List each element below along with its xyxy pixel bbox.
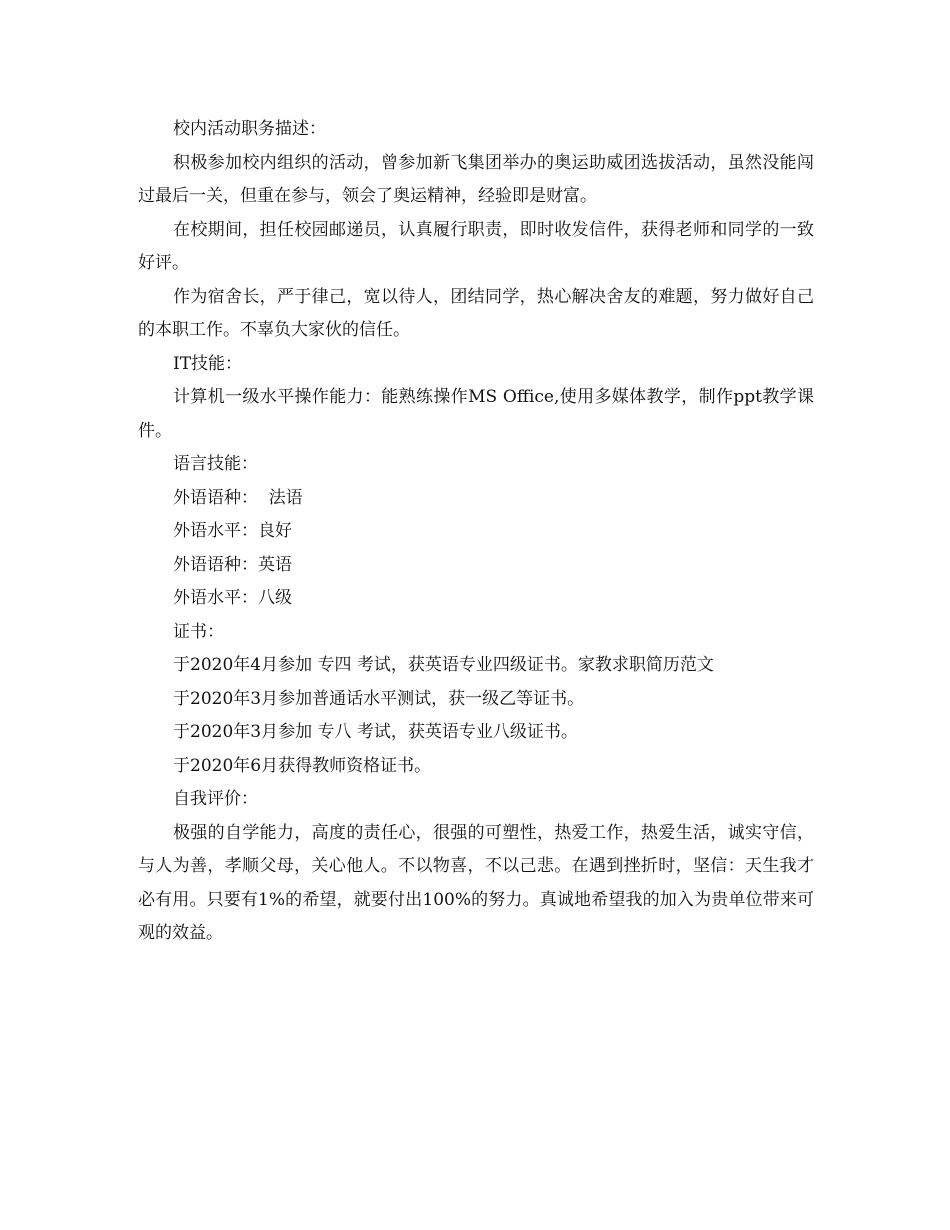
- section-heading-it-skills: IT技能：: [173, 353, 243, 374]
- certificate-item-1: 于2020年4月参加 专四 考试，获英语专业四级证书。家教求职简历范文: [173, 655, 714, 675]
- section-heading-language-skills: 语言技能：: [173, 454, 258, 474]
- certificate-item-3: 于2020年3月参加 专八 考试，获英语专业八级证书。: [173, 722, 578, 742]
- paragraph-dorm-leader: 作为宿舍长，严于律己，宽以待人，团结同学，热心解决舍友的难题，努力做好自己的本职工作。不辜负大家伙的信任。: [138, 286, 814, 340]
- paragraph-computer-skills: 计算机一级水平操作能力：能熟练操作MS Office,使用多媒体教学，制作ppt教学课件。: [138, 387, 814, 441]
- section-heading-campus-roles: 校内活动职务描述：: [173, 119, 326, 139]
- certificate-item-4: 于2020年6月获得教师资格证书。: [173, 755, 432, 776]
- language-item-1: 外语语种： 法语: [173, 487, 303, 508]
- certificate-item-2: 于2020年3月参加普通话水平测试，获一级乙等证书。: [173, 688, 585, 709]
- section-heading-self-evaluation: 自我评价：: [173, 789, 258, 809]
- language-item-2: 外语语种：英语: [173, 554, 292, 575]
- language-level-2: 外语水平：八级: [173, 588, 292, 608]
- language-level-1: 外语水平：良好: [173, 521, 292, 541]
- document-body: [138, 113, 814, 951]
- paragraph-campus-postman: 在校期间，担任校园邮递员，认真履行职责，即时收发信件，获得老师和同学的一致好评。: [138, 219, 814, 273]
- paragraph-olympic-activity: 积极参加校内组织的活动，曾参加新飞集团举办的奥运助威团选拔活动，虽然没能闯过最后一关，但重在参与，领会了奥运精神，经验即是财富。: [138, 152, 814, 206]
- section-heading-certificates: 证书：: [173, 621, 224, 642]
- paragraph-self-evaluation: 极强的自学能力，高度的责任心，很强的可塑性，热爱工作，热爱生活，诚实守信，与人为善，孝顺父母，关心他人。不以物喜，不以己悲。在遇到挫折时，坚信：天生我才必有用。只要有1%的希望，就要付出100%的努力。真诚地希望我的加入为贵单位带来可观的效益。: [138, 822, 814, 943]
